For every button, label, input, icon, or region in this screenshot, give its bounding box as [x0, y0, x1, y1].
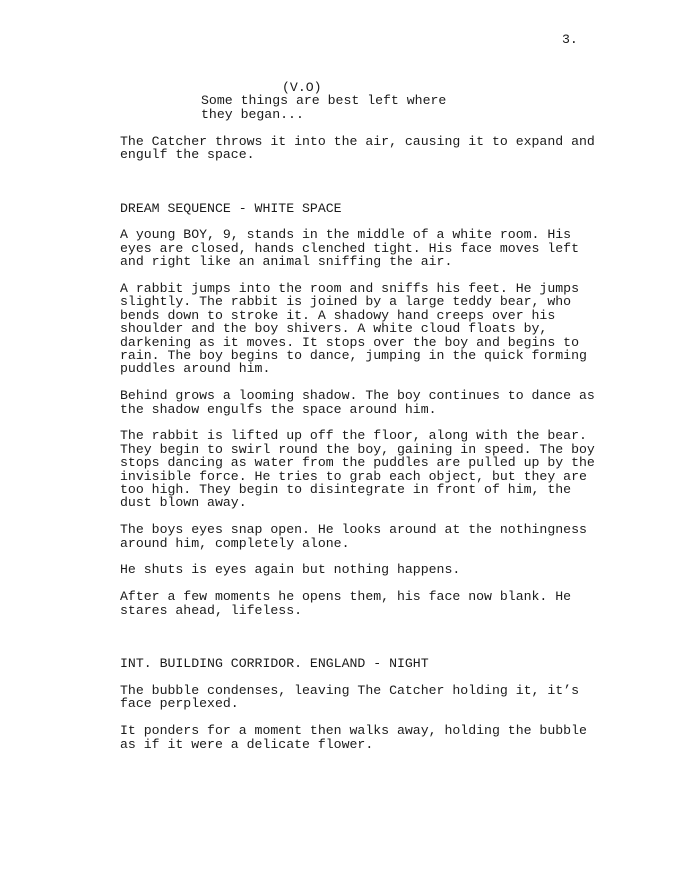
action-paragraph-1: The Catcher throws it into the air, causing it to expand and engulf the space.: [120, 133, 595, 163]
scene-heading-dream-sequence: DREAM SEQUENCE - WHITE SPACE: [120, 200, 342, 216]
action-paragraph-4: Behind grows a looming shadow. The boy continues to dance as the shadow engulfs the space around him.: [120, 388, 595, 417]
action-paragraph-6: The boys eyes snap open. He looks around at the nothingness around him, completely alone.: [120, 522, 587, 551]
action-paragraph-7: He shuts is eyes again but nothing happens.: [120, 562, 461, 578]
action-paragraph-9: The bubble condenses, leaving The Catcher holding it, it’s face perplexed.: [120, 683, 579, 712]
action-paragraph-2: A young BOY, 9, stands in the middle of a white room. His eyes are closed, hands clenched tight. His face moves left and right like an animal sniffing the air.: [120, 227, 579, 270]
action-paragraph-5: The rabbit is lifted up off the floor, along with the bear. They begin to swirl round the boy, gaining in speed. The boy stops dancing as water from the puddles are pulled up by the invisible force. He tries to grab each object, but they are too high. They begin to disintegrate in front of him, the dust blown away.: [120, 428, 595, 511]
voice-over-parenthetical: (V.O): [282, 80, 322, 95]
dialogue-line: Some things are best left where they began...: [201, 93, 447, 122]
action-paragraph-10: It ponders for a moment then walks away, holding the bubble as if it were a delicate flower.: [120, 723, 587, 752]
page-number: 3.: [562, 32, 578, 47]
action-paragraph-8: After a few moments he opens them, his face now blank. He stares ahead, lifeless.: [120, 589, 572, 618]
action-paragraph-3: A rabbit jumps into the room and sniffs his feet. He jumps slightly. The rabbit is joined by a large teddy bear, who bends down to stroke it. A shadowy hand creeps over his shoulder and the boy shivers. A white cloud floats by, darkening as it moves. It stops over the boy and begins to rain. The boy begins to dance, jumping in the quick forming puddles around him.: [120, 281, 587, 377]
scene-heading-building-corridor: INT. BUILDING CORRIDOR. ENGLAND - NIGHT: [120, 656, 429, 672]
script-body: [120, 81, 620, 751]
